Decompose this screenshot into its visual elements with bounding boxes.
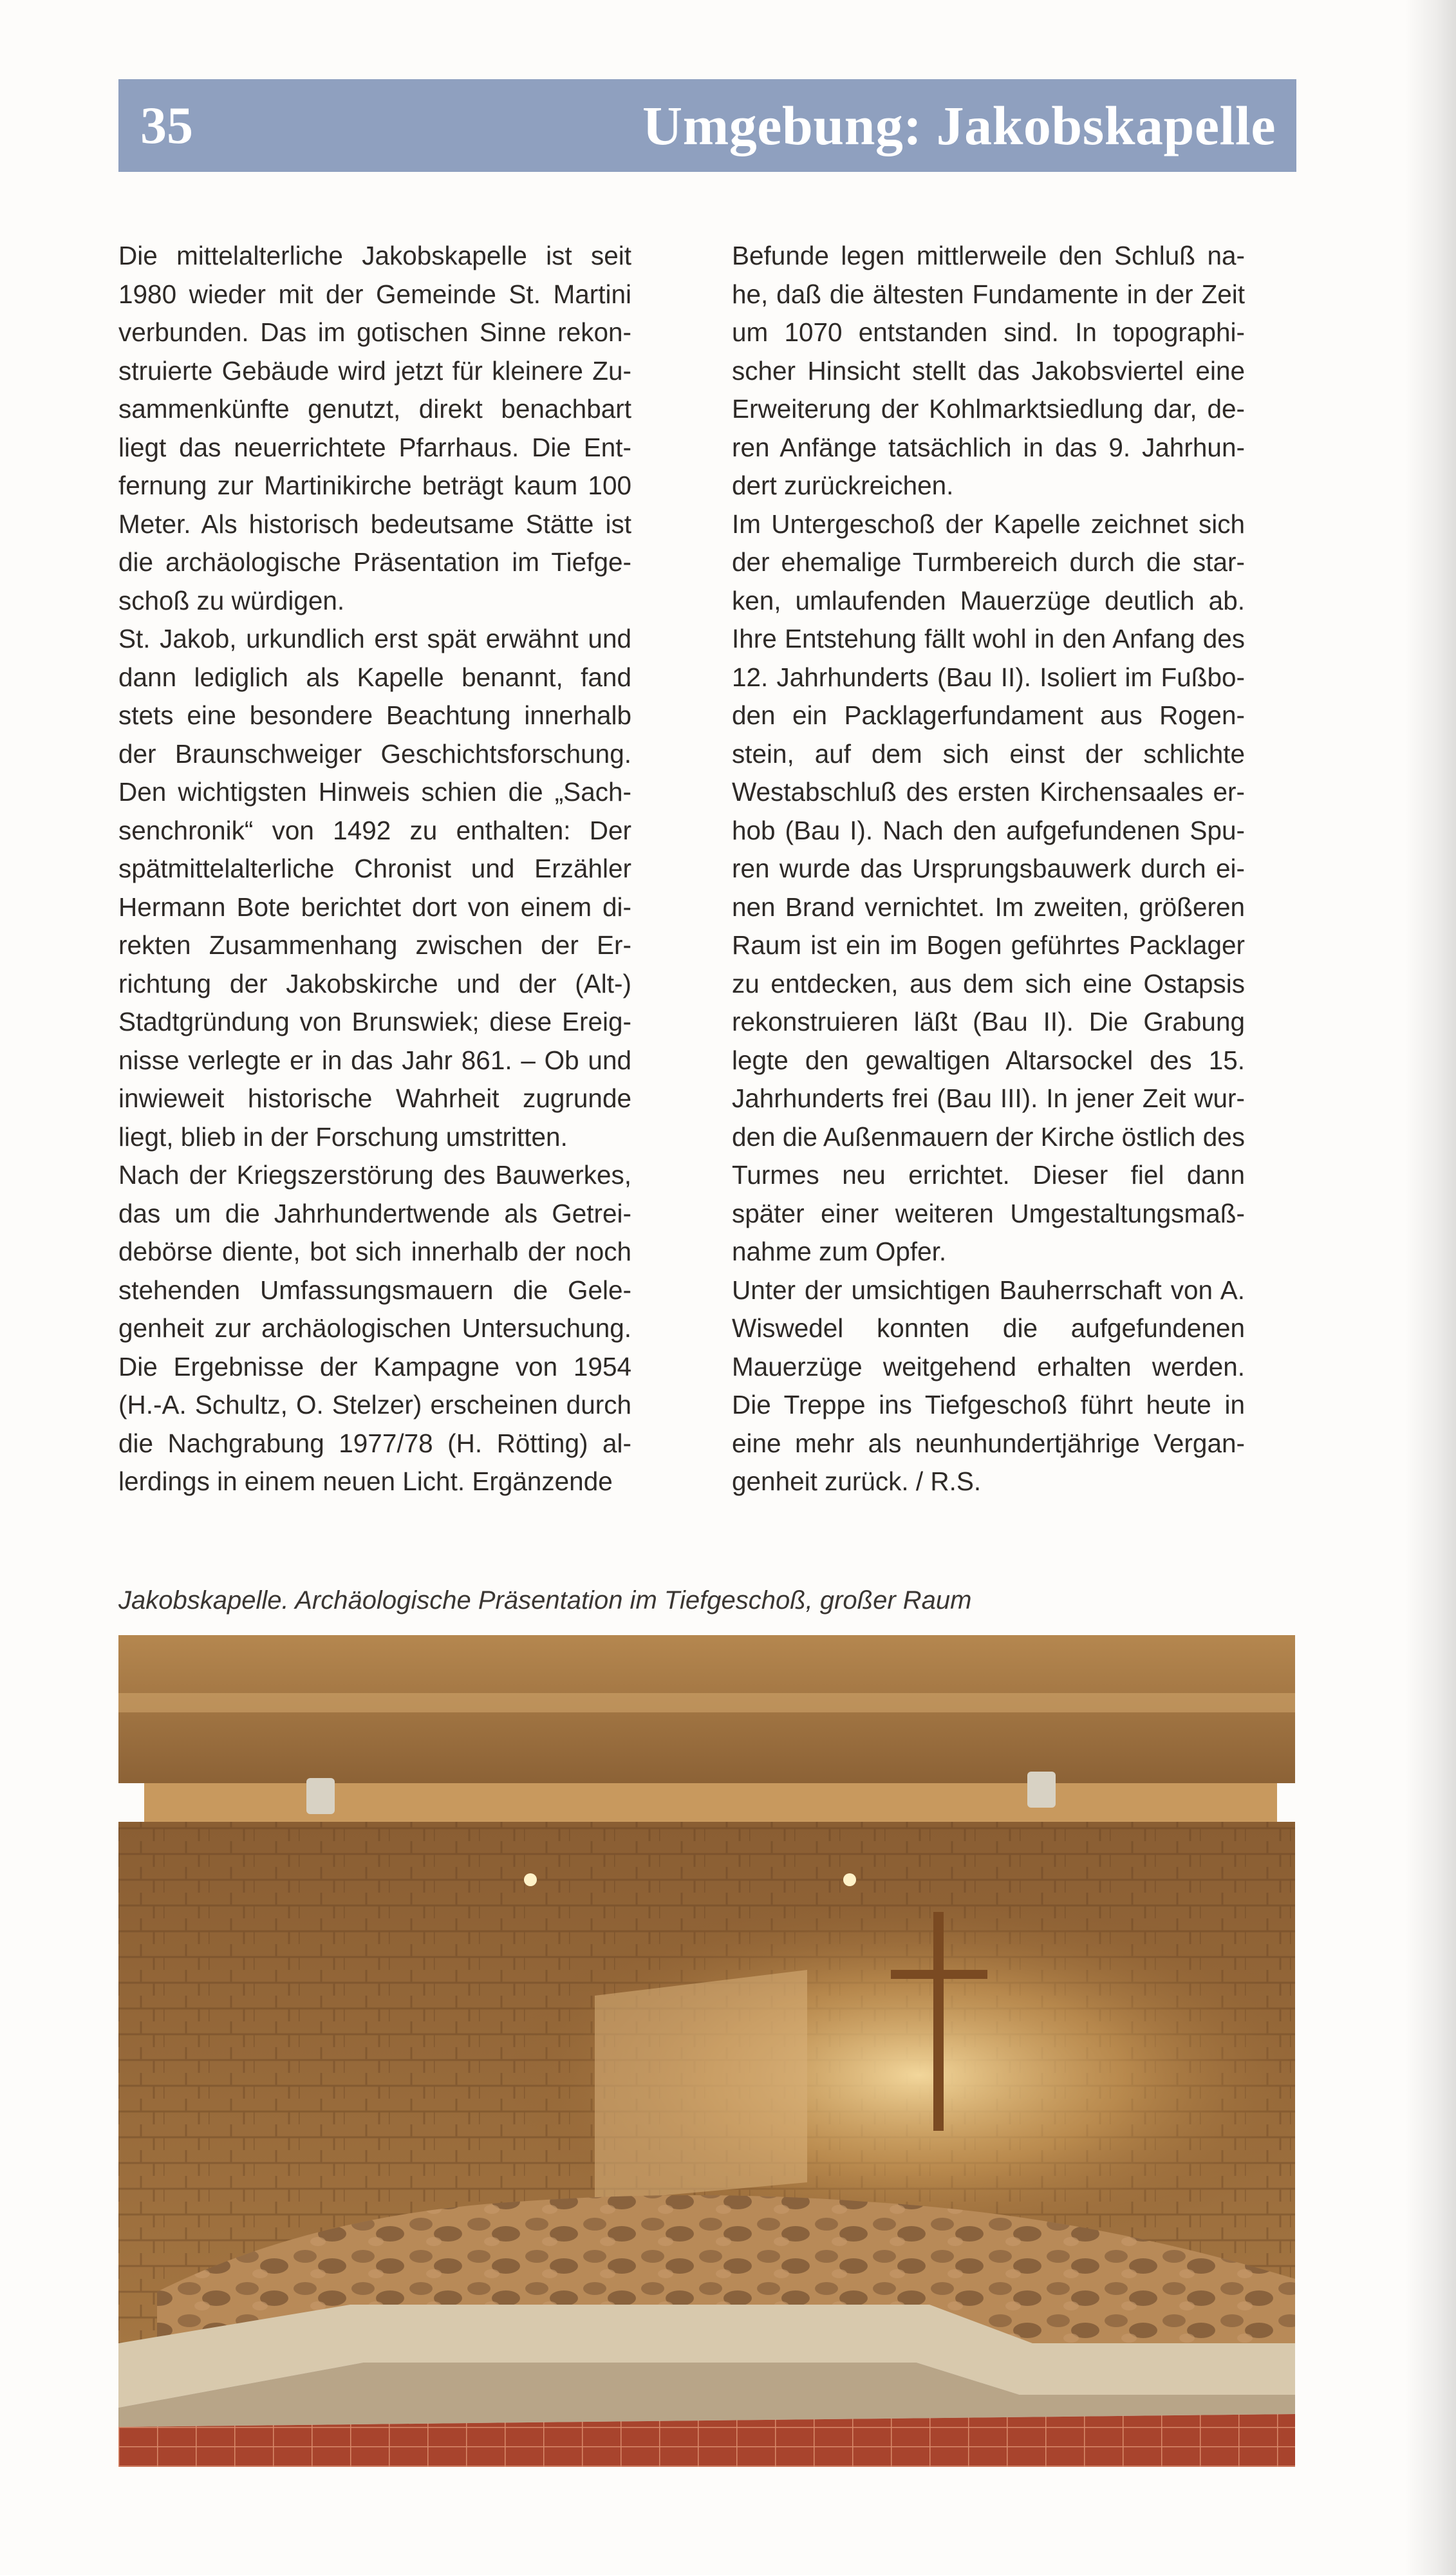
paragraph: Im Untergeschoß der Kapelle zeichnet sich der ehemalige Turmbereich durch die starken, umlaufenden Mauerzüge deutlich ab. Ihre Entstehung fällt wohl in den Anfang des 12. Jahrhunderts (Bau II). Isoliert im Fußboden ein Packlagerfundament aus Rogenstein, auf dem sich einst der schlichte Westabschluß des ersten Kirchensaales erhob (Bau I). Nach den aufgefundenen Spuren wurde das Ursprungsbauwerk durch einen Brand vernichtet. Im zweiten, größeren Raum ist ein im Bogen geführtes Packlager zu entdecken, aus dem sich eine Ostapsis rekonstruieren läßt (Bau II). Die Grabung legte den gewaltigen Altarsockel des 15. Jahrhunderts frei (Bau III). In jener Zeit wurden die Außenmauern der Kirche östlich des Turmes neu errichtet. Dieser fiel dann später einer weiteren Umgestaltungsmaßnahme zum Opfer. (732, 509, 1245, 1266)
ceiling-lamp (306, 1778, 335, 1814)
page-edge-shadow (1405, 0, 1456, 2575)
text-column-right (732, 237, 1245, 1501)
paragraph: Unter der umsichtigen Bauherrschaft von A. Wiswedel konnten die aufgefundenen Mauerzüge weitgehend erhalten werden. Die Treppe ins Tiefgeschoß führt heute in eine mehr als neunhundertjährige Vergangenheit zurück. / R.S. (732, 1275, 1245, 1496)
paragraph: Befunde legen mittlerweile den Schluß nahe, daß die ältesten Fundamente in der Zeit um 1070 entstanden sind. In topographischer Hinsicht stellt das Jakobsviertel eine Erweiterung der Kohlmarktsiedlung dar, deren Anfänge tatsächlich in das 9. Jahrhundert zurückreichen. (732, 241, 1245, 500)
page-title: Umgebung: Jakobskapelle (642, 95, 1276, 156)
photo-caption: Jakobskapelle. Archäologische Präsentation im Tiefgeschoß, großer Raum (118, 1586, 972, 1615)
page-number: 35 (140, 96, 193, 154)
chapel-photo (118, 1635, 1295, 2467)
page-header (118, 79, 1296, 172)
paragraph: St. Jakob, urkundlich erst spät erwähnt und dann lediglich als Kapelle benannt, fand stets eine besondere Beachtung innerhalb der Braunschweiger Geschichtsforschung. Den wichtigsten Hinweis schien die „Sachsenchronik“ von 1492 zu enthalten: Der spätmittelalterliche Chronist und Erzähler Hermann Bote berichtet dort von einem direkten Zusammenhang zwischen der Errichtung der Jakobskirche und der (Alt-) Stadtgründung von Brunswiek; diese Ereignisse verlegte er in das Jahr 861. – Ob und inwieweit historische Wahrheit zugrunde liegt, blieb in der Forschung umstritten. (118, 624, 631, 1152)
paragraph: Nach der Kriegszerstörung des Bauwerkes, das um die Jahrhundertwende als Getreidebörse diente, bot sich innerhalb der noch stehenden Umfassungsmauern die Gelegenheit zur archäologischen Untersuchung. Die Ergebnisse der Kampagne von 1954 (H.-A. Schultz, O. Stelzer) erscheinen durch die Nachgrabung 1977/78 (H. Rötting) allerdings in einem neuen Licht. Ergänzende (118, 1160, 631, 1496)
text-column-left (118, 237, 631, 1501)
paragraph: Die mittelalterliche Jakobskapelle ist seit 1980 wieder mit der Gemeinde St. Martini verbunden. Das im gotischen Sinne rekonstruierte Gebäude wird jetzt für kleinere Zusammenkünfte genutzt, direkt benachbart liegt das neuerrichtete Pfarrhaus. Die Entfernung zur Martinikirche beträgt kaum 100 Meter. Als historisch bedeutsame Stätte ist die archäologische Präsentation im Tiefgeschoß zu würdigen. (118, 241, 631, 615)
ceiling-lamp (1027, 1772, 1056, 1808)
